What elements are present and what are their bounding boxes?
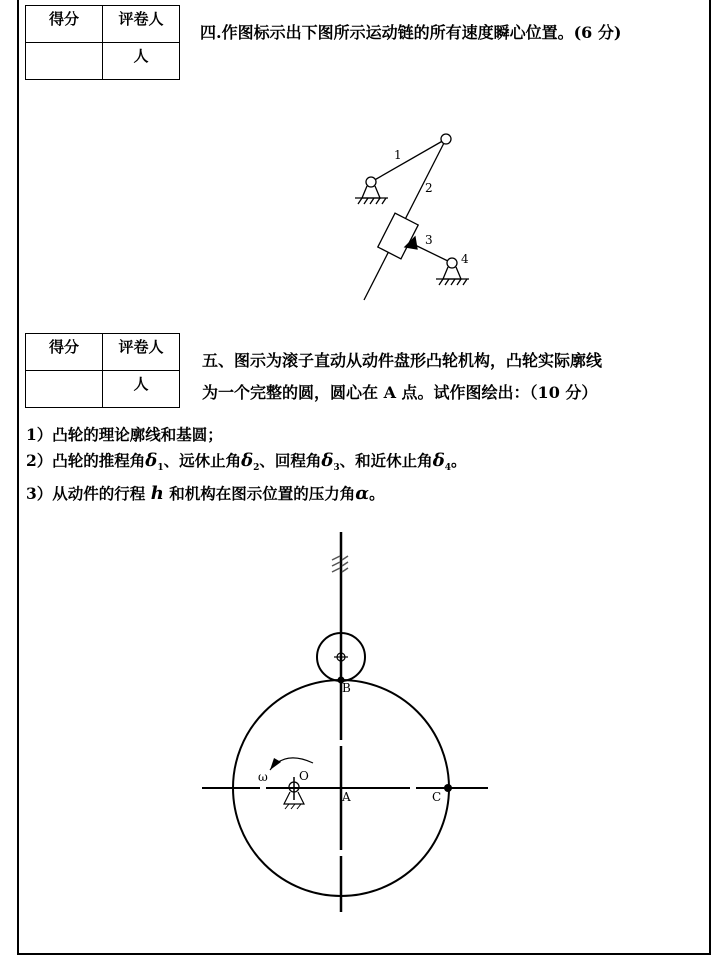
q5-item-3: 3）从动件的行程 h 和机构在图示位置的压力角α。 [26, 483, 385, 505]
linkage-diagram [355, 134, 469, 300]
reviewer-cell[interactable]: 人 [103, 43, 180, 80]
label-o: O [299, 769, 309, 783]
reviewer-cell[interactable]: 人 [103, 371, 180, 408]
reviewer-header: 评卷人 [103, 6, 180, 43]
link-label-2: 2 [425, 181, 433, 195]
q5-title-line2: 为一个完整的圆，圆心在 A 点。试作图绘出：（10 分） [202, 383, 598, 402]
label-omega: ω [258, 770, 268, 784]
q5-title-line1: 五、图示为滚子直动从动件盘形凸轮机构，凸轮实际廓线 [202, 351, 603, 370]
q5-item-1: 1）凸轮的理论廓线和基圆； [26, 425, 223, 444]
link-label-4: 4 [461, 252, 469, 266]
link-label-3: 3 [425, 233, 433, 247]
reviewer-header: 评卷人 [103, 334, 180, 371]
cam-diagram [202, 532, 488, 912]
score-header: 得分 [26, 6, 103, 43]
label-a: A [342, 790, 351, 804]
link-label-1: 1 [394, 148, 402, 162]
label-b: B [342, 681, 351, 695]
q5-item-2: 2）凸轮的推程角$\delta_1$、远休止角$\delta_2$、回程角$\delta_3$、和近休止角$\delta_4$。 [26, 450, 467, 474]
point-c [444, 784, 452, 792]
label-c: C [432, 790, 442, 804]
score-header: 得分 [26, 334, 103, 371]
q4-title: 四.作图标示出下图所示运动链的所有速度瞬心位置。(6 分) [200, 23, 622, 42]
